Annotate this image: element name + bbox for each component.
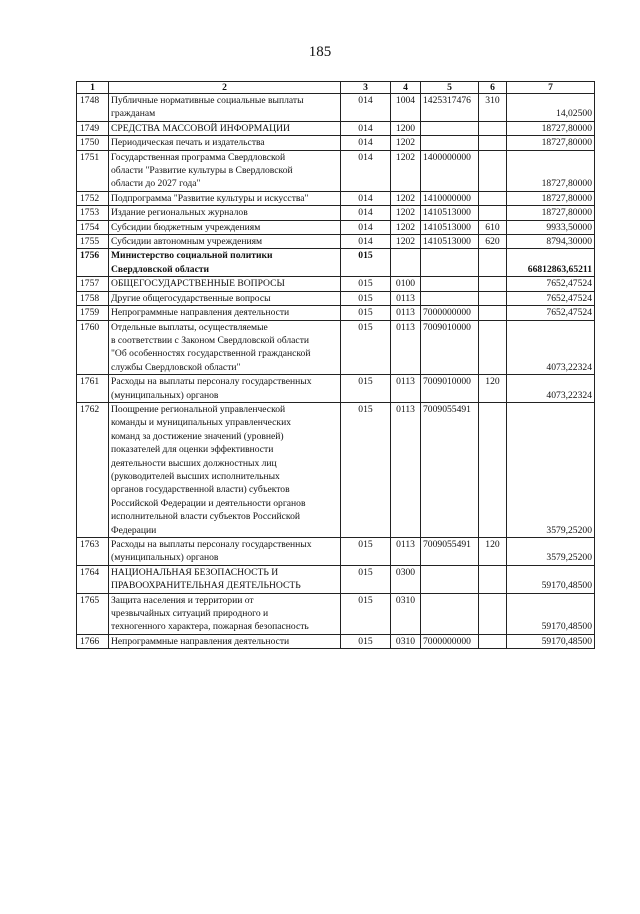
table-row <box>77 206 595 220</box>
row-amount: 59170,48500 <box>507 565 595 593</box>
row-target-code <box>421 277 479 291</box>
row-number: 1753 <box>77 206 109 220</box>
table-row <box>77 291 595 305</box>
table-row <box>77 121 595 135</box>
row-ministry-code: 015 <box>341 565 391 593</box>
header-row <box>77 82 595 94</box>
row-ministry-code: 014 <box>341 121 391 135</box>
row-description: Публичные нормативные социальные выплаты гражданам <box>109 94 341 122</box>
row-amount: 59170,48500 <box>507 593 595 634</box>
row-target-code: 7009010000 <box>421 375 479 403</box>
column-header-7: 7 <box>507 82 595 94</box>
table-row <box>77 249 595 277</box>
row-expense-type <box>479 277 507 291</box>
row-ministry-code: 015 <box>341 593 391 634</box>
row-number: 1760 <box>77 320 109 375</box>
row-number: 1758 <box>77 291 109 305</box>
row-ministry-code: 015 <box>341 277 391 291</box>
row-section-code: 0113 <box>391 320 421 375</box>
row-ministry-code: 014 <box>341 235 391 249</box>
row-ministry-code: 014 <box>341 136 391 150</box>
row-section-code: 1004 <box>391 94 421 122</box>
row-amount: 66812863,65211 <box>507 249 595 277</box>
table-body <box>77 94 595 649</box>
row-expense-type <box>479 402 507 537</box>
row-description: Защита населения и территории от чрезвычайных ситуаций природного и техногенного характера, пожарная безопасность <box>109 593 341 634</box>
row-target-code <box>421 136 479 150</box>
row-expense-type <box>479 320 507 375</box>
table-row <box>77 538 595 566</box>
row-amount: 7652,47524 <box>507 277 595 291</box>
table-row <box>77 375 595 403</box>
row-section-code: 1202 <box>391 206 421 220</box>
table-row <box>77 191 595 205</box>
row-description: Поощрение региональной управленческой команды и муниципальных управленческих команд за достижение значений (уровней) показателей для оценки эффективности деятельности высших должностных лиц (руководителей высших исполнительных органов государственной власти) субъектов Российской Федерации и деятельности органов исполнительной власти субъектов Российской Федерации <box>109 402 341 537</box>
table-row <box>77 306 595 320</box>
row-ministry-code: 015 <box>341 249 391 277</box>
row-description: Периодическая печать и издательства <box>109 136 341 150</box>
row-description: Издание региональных журналов <box>109 206 341 220</box>
row-expense-type <box>479 150 507 191</box>
row-ministry-code: 015 <box>341 375 391 403</box>
row-number: 1748 <box>77 94 109 122</box>
row-target-code: 7000000000 <box>421 306 479 320</box>
row-number: 1750 <box>77 136 109 150</box>
row-number: 1755 <box>77 235 109 249</box>
row-description: СРЕДСТВА МАССОВОЙ ИНФОРМАЦИИ <box>109 121 341 135</box>
row-section-code: 0310 <box>391 634 421 648</box>
row-number: 1754 <box>77 220 109 234</box>
row-ministry-code: 014 <box>341 191 391 205</box>
row-expense-type <box>479 593 507 634</box>
row-description: Расходы на выплаты персоналу государственных (муниципальных) органов <box>109 375 341 403</box>
column-header-4: 4 <box>391 82 421 94</box>
row-description: Субсидии бюджетным учреждениям <box>109 220 341 234</box>
row-number: 1752 <box>77 191 109 205</box>
row-number: 1762 <box>77 402 109 537</box>
row-expense-type: 620 <box>479 235 507 249</box>
row-ministry-code: 015 <box>341 306 391 320</box>
row-number: 1751 <box>77 150 109 191</box>
table-row <box>77 277 595 291</box>
budget-table <box>76 81 595 649</box>
page-number: 185 <box>308 44 332 60</box>
table-row <box>77 593 595 634</box>
table-row <box>77 150 595 191</box>
row-number: 1749 <box>77 121 109 135</box>
row-section-code: 1202 <box>391 150 421 191</box>
column-header-6: 6 <box>479 82 507 94</box>
row-ministry-code: 014 <box>341 220 391 234</box>
row-ministry-code: 015 <box>341 402 391 537</box>
row-description: Отдельные выплаты, осуществляемые в соответствии с Законом Свердловской области "Об особенностях государственной гражданской службы Свердловской области" <box>109 320 341 375</box>
row-target-code: 7009055491 <box>421 402 479 537</box>
column-header-2: 2 <box>109 82 341 94</box>
row-amount: 59170,48500 <box>507 634 595 648</box>
column-header-1: 1 <box>77 82 109 94</box>
row-section-code <box>391 249 421 277</box>
column-header-3: 3 <box>341 82 391 94</box>
table-row <box>77 220 595 234</box>
row-amount: 7652,47524 <box>507 306 595 320</box>
row-description: Непрограммные направления деятельности <box>109 634 341 648</box>
row-amount: 18727,80000 <box>507 121 595 135</box>
row-amount: 9933,50000 <box>507 220 595 234</box>
row-ministry-code: 014 <box>341 94 391 122</box>
row-target-code: 1410513000 <box>421 206 479 220</box>
row-amount: 3579,25200 <box>507 402 595 537</box>
row-number: 1765 <box>77 593 109 634</box>
row-target-code <box>421 593 479 634</box>
row-number: 1756 <box>77 249 109 277</box>
row-section-code: 1200 <box>391 121 421 135</box>
row-number: 1759 <box>77 306 109 320</box>
row-description: Министерство социальной политики Свердловской области <box>109 249 341 277</box>
row-section-code: 1202 <box>391 136 421 150</box>
table-row <box>77 565 595 593</box>
row-expense-type <box>479 291 507 305</box>
row-expense-type <box>479 634 507 648</box>
table-row <box>77 320 595 375</box>
row-number: 1764 <box>77 565 109 593</box>
row-ministry-code: 014 <box>341 206 391 220</box>
row-target-code: 7009055491 <box>421 538 479 566</box>
row-section-code: 0113 <box>391 306 421 320</box>
row-target-code: 1410513000 <box>421 220 479 234</box>
row-target-code: 1410513000 <box>421 235 479 249</box>
row-ministry-code: 015 <box>341 291 391 305</box>
row-amount: 18727,80000 <box>507 136 595 150</box>
row-ministry-code: 015 <box>341 634 391 648</box>
row-description: Подпрограмма "Развитие культуры и искусства" <box>109 191 341 205</box>
table-row <box>77 634 595 648</box>
row-amount: 7652,47524 <box>507 291 595 305</box>
row-expense-type <box>479 136 507 150</box>
row-ministry-code: 014 <box>341 150 391 191</box>
row-expense-type: 310 <box>479 94 507 122</box>
table-row <box>77 94 595 122</box>
row-section-code: 0113 <box>391 375 421 403</box>
row-description: Субсидии автономным учреждениям <box>109 235 341 249</box>
row-section-code: 0310 <box>391 593 421 634</box>
row-target-code: 7000000000 <box>421 634 479 648</box>
row-amount: 8794,30000 <box>507 235 595 249</box>
row-section-code: 0113 <box>391 538 421 566</box>
row-section-code: 0113 <box>391 291 421 305</box>
row-amount: 18727,80000 <box>507 206 595 220</box>
row-section-code: 1202 <box>391 220 421 234</box>
row-number: 1766 <box>77 634 109 648</box>
row-target-code <box>421 565 479 593</box>
row-number: 1761 <box>77 375 109 403</box>
table-row <box>77 402 595 537</box>
row-number: 1757 <box>77 277 109 291</box>
row-ministry-code: 015 <box>341 320 391 375</box>
row-section-code: 1202 <box>391 235 421 249</box>
column-header-5: 5 <box>421 82 479 94</box>
row-amount: 4073,22324 <box>507 320 595 375</box>
row-amount: 18727,80000 <box>507 150 595 191</box>
row-expense-type <box>479 191 507 205</box>
row-description: НАЦИОНАЛЬНАЯ БЕЗОПАСНОСТЬ И ПРАВООХРАНИТЕЛЬНАЯ ДЕЯТЕЛЬНОСТЬ <box>109 565 341 593</box>
row-number: 1763 <box>77 538 109 566</box>
row-section-code: 1202 <box>391 191 421 205</box>
row-amount: 4073,22324 <box>507 375 595 403</box>
row-amount: 18727,80000 <box>507 191 595 205</box>
row-expense-type <box>479 565 507 593</box>
table-row <box>77 235 595 249</box>
row-description: Другие общегосударственные вопросы <box>109 291 341 305</box>
row-expense-type: 610 <box>479 220 507 234</box>
row-target-code: 1400000000 <box>421 150 479 191</box>
table-row <box>77 136 595 150</box>
row-amount: 14,02500 <box>507 94 595 122</box>
row-ministry-code: 015 <box>341 538 391 566</box>
row-description: Расходы на выплаты персоналу государственных (муниципальных) органов <box>109 538 341 566</box>
row-description: Государственная программа Свердловской области "Развитие культуры в Свердловской области до 2027 года" <box>109 150 341 191</box>
row-expense-type <box>479 249 507 277</box>
row-target-code <box>421 249 479 277</box>
row-amount: 3579,25200 <box>507 538 595 566</box>
row-expense-type: 120 <box>479 375 507 403</box>
row-section-code: 0300 <box>391 565 421 593</box>
row-expense-type: 120 <box>479 538 507 566</box>
row-target-code: 1425317476 <box>421 94 479 122</box>
row-description: ОБЩЕГОСУДАРСТВЕННЫЕ ВОПРОСЫ <box>109 277 341 291</box>
row-expense-type <box>479 206 507 220</box>
row-description: Непрограммные направления деятельности <box>109 306 341 320</box>
row-expense-type <box>479 121 507 135</box>
row-target-code: 1410000000 <box>421 191 479 205</box>
row-target-code: 7009010000 <box>421 320 479 375</box>
row-section-code: 0113 <box>391 402 421 537</box>
row-target-code <box>421 291 479 305</box>
row-target-code <box>421 121 479 135</box>
row-section-code: 0100 <box>391 277 421 291</box>
row-expense-type <box>479 306 507 320</box>
